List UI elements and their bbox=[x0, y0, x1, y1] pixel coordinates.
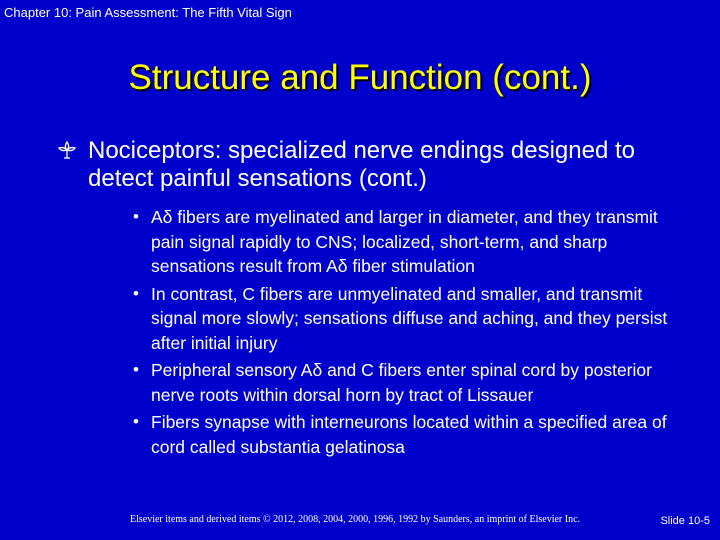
list-item-text: In contrast, C fibers are unmyelinated and smaller, and transmit signal more slowly; sensations diffuse and aching, and they persist after initial injury bbox=[151, 283, 668, 353]
list-item-text: Aδ fibers are myelinated and larger in diameter, and they transmit pain signal rapidly to CNS; localized, short-term, and sharp sensations result from Aδ fiber stimulation bbox=[151, 207, 658, 276]
list-item bbox=[133, 282, 673, 356]
main-bullet-text: Nociceptors: specialized nerve endings designed to detect painful sensations (cont.) bbox=[88, 137, 635, 192]
bullet-dot-icon: • bbox=[133, 360, 139, 379]
list-item bbox=[133, 410, 673, 459]
bullet-dot-icon: • bbox=[133, 283, 139, 303]
bullet-dot-icon: • bbox=[133, 207, 139, 226]
list-item bbox=[133, 205, 673, 279]
chapter-header: Chapter 10: Pain Assessment: The Fifth Vital Sign bbox=[4, 5, 292, 20]
list-item-text: Peripheral sensory Aδ and C fibers enter spinal cord by posterior nerve roots within dorsal horn by tract of Lissauer bbox=[151, 360, 652, 405]
flower-bullet-icon bbox=[56, 139, 78, 161]
slide-title: Structure and Function (cont.) bbox=[128, 58, 592, 97]
list-item bbox=[133, 358, 673, 407]
bullet-dot-icon: • bbox=[133, 412, 139, 431]
list-item-text: Fibers synapse with interneurons located within a specified area of cord called substantia gelatinosa bbox=[151, 412, 667, 457]
slide-number: Slide 10-5 bbox=[660, 515, 710, 527]
copyright-notice: Elsevier items and derived items © 2012, 2008, 2004, 2000, 1996, 1992 by Saunders, an imprint of Elsevier Inc. bbox=[130, 514, 581, 525]
sub-bullet-list bbox=[133, 205, 673, 462]
